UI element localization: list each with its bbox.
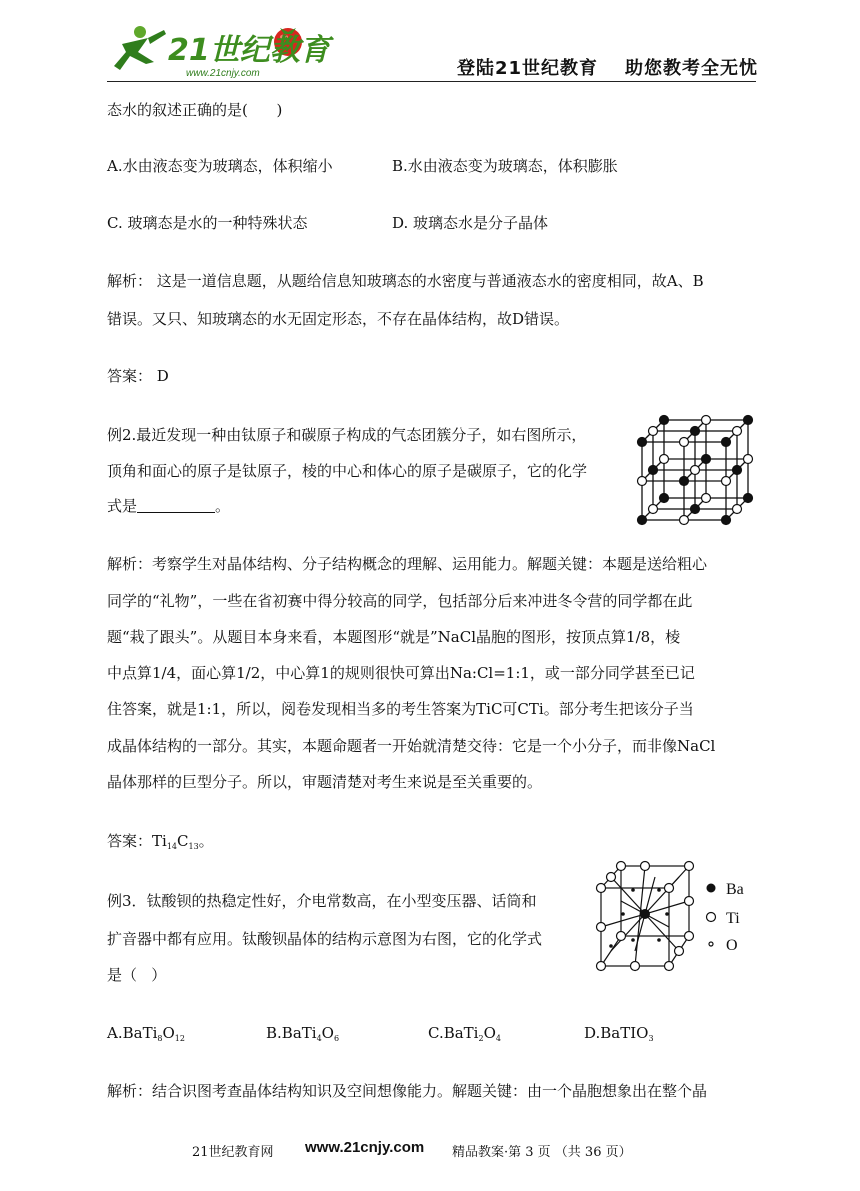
runner-icon bbox=[114, 26, 166, 70]
site-logo bbox=[108, 18, 330, 80]
q1-stem: 态水的叙述正确的是( ) bbox=[107, 101, 283, 119]
ex2-answer-prefix: 答案：Ti bbox=[107, 832, 167, 850]
svg-text:www.21cnjy.com: www.21cnjy.com bbox=[186, 68, 260, 79]
ex2-answer-end: 。 bbox=[198, 832, 214, 850]
header-slogan-left: 登陆21世纪教育 bbox=[457, 58, 599, 79]
ex3-option-c: $C.BaTi_2O_4$ bbox=[428, 1024, 501, 1043]
ex2-analysis-line-3: 题“栽了跟头”。从题目本身来看，本题图形“就是”NaCl晶胞的图形，按顶点算1/8，棱 bbox=[107, 628, 681, 646]
q1-answer: 答案： D bbox=[107, 367, 169, 385]
batio3-crystal-diagram bbox=[593, 858, 763, 974]
ex3-option-d: D.BaTIO$_3$ bbox=[584, 1024, 654, 1043]
header-slogan-right: 助您教考全无忧 bbox=[625, 58, 758, 79]
ex2-answer-mid: C bbox=[177, 832, 189, 850]
ex2-line-1: 例2.最近发现一种由钛原子和碳原子构成的气态团簇分子，如右图所示， bbox=[107, 426, 587, 444]
legend-o: O bbox=[726, 937, 738, 954]
q1-analysis-line-2: 错误。又只、知玻璃态的水无固定形态，不存在晶体结构，故D错误。 bbox=[107, 310, 570, 328]
ex2-answer-sub-2: 13 bbox=[188, 842, 199, 851]
ex2-line-2: 顶角和面心的原子是钛原子，棱的中心和体心的原子是碳原子，它的化学 bbox=[107, 462, 588, 480]
ex2-answer-sub-1: 14 bbox=[166, 842, 177, 851]
ex2-answer bbox=[107, 832, 214, 856]
ex2-line-3-text: 式是 bbox=[107, 497, 138, 515]
ex3-line-3: 是（ ） bbox=[107, 966, 167, 984]
ti-c-cluster-diagram bbox=[634, 414, 758, 526]
footer-site: 21世纪教育网 bbox=[192, 1145, 274, 1160]
footer-url[interactable]: www.21cnjy.com bbox=[305, 1139, 425, 1156]
ex2-analysis-line-7: 晶体那样的巨型分子。所以，审题清楚对考生来说是至关重要的。 bbox=[107, 773, 543, 791]
ex2-line-3 bbox=[107, 497, 230, 515]
ex2-line-3-end: 。 bbox=[215, 497, 231, 515]
ex3-line-1: 例3．钛酸钡的热稳定性好，介电常数高，在小型变压器、话筒和 bbox=[107, 892, 537, 910]
ex2-analysis-line-1: 解析：考察学生对晶体结构、分子结构概念的理解、运用能力。解题关键：本题是送给粗心 bbox=[107, 555, 708, 573]
ex3-line-2: 扩音器中都有应用。钛酸钡晶体的结构示意图为右图，它的化学式 bbox=[107, 930, 543, 948]
q1-option-b: B.水由液态变为玻璃态，体积膨胀 bbox=[392, 157, 618, 175]
ex2-analysis-line-6: 成晶体结构的一部分。其实，本题命题者一开始就清楚交待：它是一个小分子，而非像NaCl bbox=[107, 737, 716, 755]
ex3-option-a: $A.BaTi_8O_{12}$ bbox=[107, 1024, 185, 1043]
svg-text:21世纪教育: 21世纪教育 bbox=[168, 33, 330, 68]
footer-page-info: 精品教案·第 3 页 （共 36 页） bbox=[452, 1145, 632, 1160]
ex2-analysis-line-5: 住答案，就是1:1，所以，阅卷发现相当多的考生答案为TiC可CTi。部分考生把该分子当 bbox=[107, 700, 694, 718]
ex3-option-b: $B.BaTi_4O_6$ bbox=[266, 1024, 340, 1043]
legend-ba: Ba bbox=[726, 881, 744, 898]
answer-blank bbox=[137, 498, 215, 513]
q1-option-d: D. 玻璃态水是分子晶体 bbox=[392, 214, 549, 232]
ex3-analysis-line-1: 解析：结合识图考查晶体结构知识及空间想像能力。解题关键：由一个晶胞想象出在整个晶 bbox=[107, 1082, 708, 1100]
legend-ti: Ti bbox=[726, 910, 740, 927]
ex2-analysis-line-2: 同学的“礼物”，一些在省初赛中得分较高的同学，包括部分后来冲进冬令营的同学都在此 bbox=[107, 592, 693, 610]
q1-analysis-line-1: 解析： 这是一道信息题，从题给信息知玻璃态的水密度与普通液态水的密度相同，故A、B bbox=[107, 272, 704, 290]
q1-option-a: A.水由液态变为玻璃态，体积缩小 bbox=[107, 157, 333, 175]
q1-option-c: C. 玻璃态是水的一种特殊状态 bbox=[107, 214, 308, 232]
ex2-analysis-line-4: 中点算1/4，面心算1/2，中心算1的规则很快可算出Na:Cl=1:1，或一部分同学甚至已记 bbox=[107, 664, 695, 682]
header-divider bbox=[107, 81, 756, 82]
